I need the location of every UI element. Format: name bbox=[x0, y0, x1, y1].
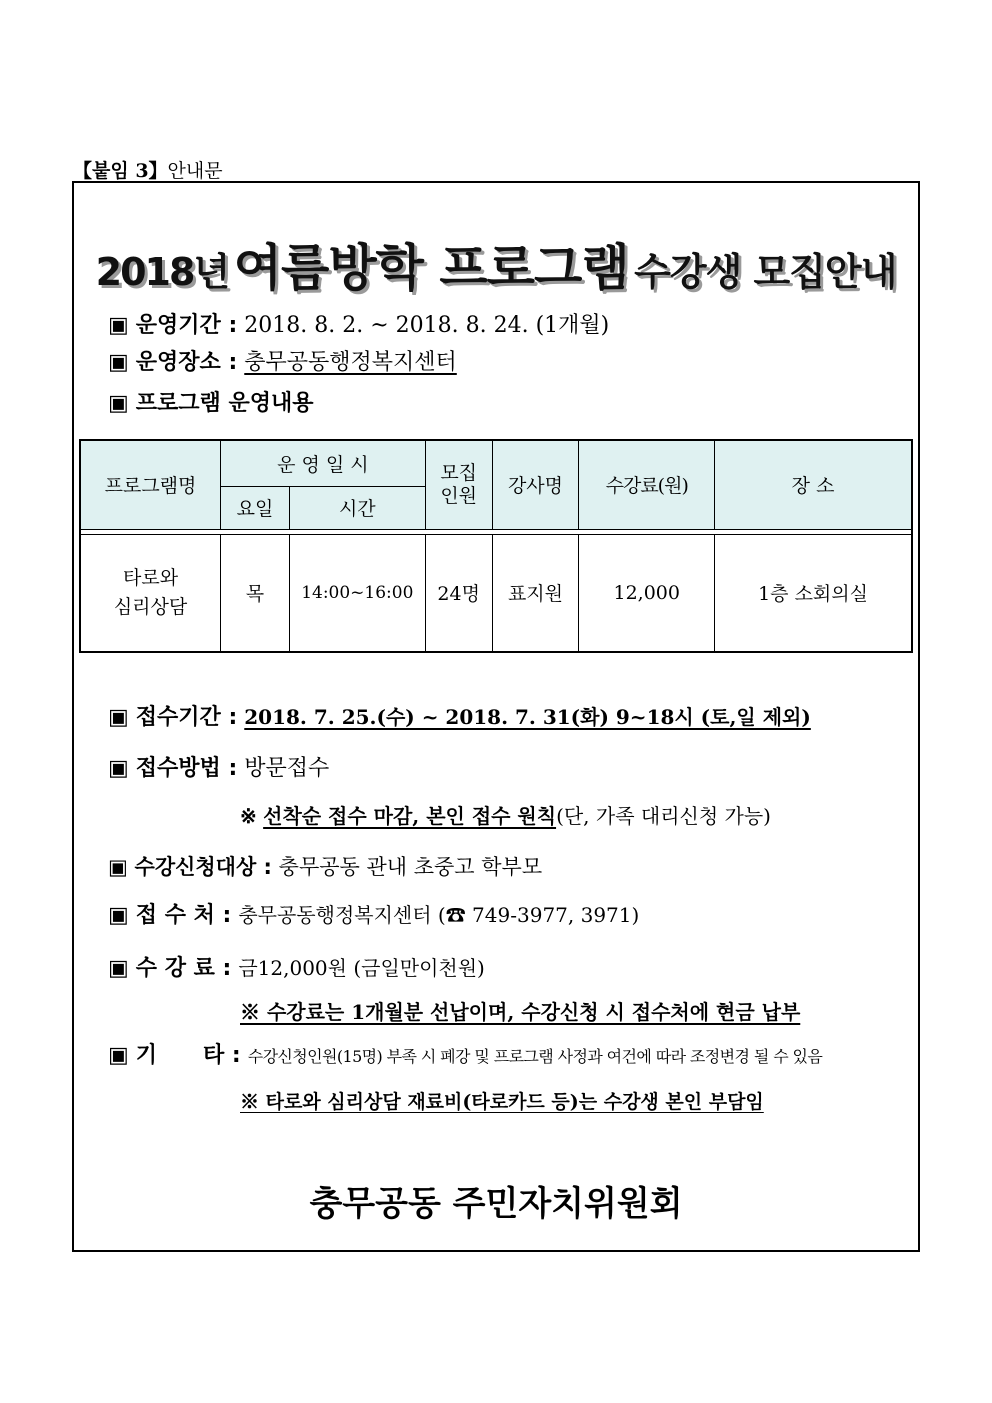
reception-method-value: 방문접수 bbox=[244, 756, 330, 781]
cell-instructor: 표지원 bbox=[492, 534, 579, 652]
venue-label: 운영장소 : bbox=[135, 350, 238, 375]
reception-place-row bbox=[108, 905, 639, 927]
attachment-text: 안내문 bbox=[167, 160, 223, 182]
header-capacity: 모집 인원 bbox=[425, 440, 492, 529]
header-schedule: 운 영 일 시 bbox=[221, 440, 426, 486]
bullet-icon: ▣ bbox=[108, 391, 129, 416]
reception-note bbox=[240, 806, 771, 826]
footer-organization: 충무공동 주민자치위원회 bbox=[309, 1184, 683, 1224]
bullet-icon: ▣ bbox=[108, 855, 128, 879]
reception-period-value: 2018. 7. 25.(수) ~ 2018. 7. 31(화) 9~18시 (토,일 제외) bbox=[244, 705, 811, 729]
etc-label: 기 타 : bbox=[135, 1043, 241, 1068]
fee-value: 금12,000원 (금일만이천원) bbox=[238, 956, 485, 980]
cell-capacity: 24명 bbox=[425, 534, 492, 652]
header-program: 프로그램명 bbox=[80, 440, 221, 529]
cell-place: 1층 소회의실 bbox=[715, 534, 912, 652]
venue-value: 충무공동행정복지센터 bbox=[244, 350, 457, 375]
page-title bbox=[0, 228, 992, 300]
reception-note-bold: 선착순 접수 마감, 본인 접수 원칙 bbox=[263, 804, 557, 828]
reception-place-label: 접 수 처 : bbox=[135, 903, 232, 928]
program-heading: 프로그램 운영내용 bbox=[135, 391, 314, 416]
header-time: 시간 bbox=[289, 486, 425, 529]
program-heading-row bbox=[108, 393, 313, 415]
period-label: 운영기간 : bbox=[135, 313, 238, 338]
bullet-icon: ▣ bbox=[108, 350, 129, 375]
fee-row bbox=[108, 958, 485, 980]
reception-method-label: 접수방법 : bbox=[135, 756, 238, 781]
bullet-icon: ▣ bbox=[108, 903, 129, 928]
bullet-icon: ▣ bbox=[108, 313, 129, 338]
title-sub: 수강생 모집안내 bbox=[634, 250, 897, 294]
period-value: 2018. 8. 2. ~ 2018. 8. 24. (1개월) bbox=[244, 313, 610, 338]
header-instructor: 강사명 bbox=[492, 440, 579, 529]
etc-row bbox=[108, 1045, 822, 1067]
target-label: 수강신청대상 : bbox=[134, 855, 272, 879]
title-main: 여름방학 프로그램 bbox=[233, 239, 629, 297]
reception-period-label: 접수기간 : bbox=[135, 705, 238, 730]
note-mark: ※ bbox=[240, 804, 257, 828]
bullet-icon: ▣ bbox=[108, 705, 129, 730]
reception-method-row bbox=[108, 758, 329, 780]
program-table bbox=[79, 439, 913, 653]
venue-row bbox=[108, 352, 457, 374]
fee-label: 수 강 료 : bbox=[135, 956, 232, 981]
fee-note bbox=[240, 1002, 800, 1022]
fee-note-text: ※ 수강료는 1개월분 선납이며, 수강신청 시 접수처에 현금 납부 bbox=[240, 1000, 801, 1024]
cell-day: 목 bbox=[221, 534, 290, 652]
bullet-icon: ▣ bbox=[108, 956, 129, 981]
header-fee: 수강료(원) bbox=[579, 440, 715, 529]
etc-note bbox=[240, 1093, 764, 1112]
header-day: 요일 bbox=[221, 486, 290, 529]
cell-fee: 12,000 bbox=[579, 534, 715, 652]
cell-program: 타로와 심리상담 bbox=[80, 534, 221, 652]
attachment-label bbox=[73, 156, 223, 183]
etc-note-text: ※ 타로와 심리상담 재료비(타로카드 등)는 수강생 본인 부담임 bbox=[240, 1091, 764, 1113]
bullet-icon: ▣ bbox=[108, 756, 129, 781]
bullet-icon: ▣ bbox=[108, 1043, 129, 1068]
header-place: 장 소 bbox=[715, 440, 912, 529]
target-value: 충무공동 관내 초중고 학부모 bbox=[278, 855, 543, 879]
reception-place-value: 충무공동행정복지센터 (☎ 749-3977, 3971) bbox=[238, 903, 640, 927]
attachment-tag: 【붙임 3】 bbox=[73, 160, 168, 182]
reception-period-row bbox=[108, 707, 811, 729]
reception-note-rest: (단, 가족 대리신청 가능) bbox=[556, 804, 771, 828]
title-year: 2018년 bbox=[95, 250, 229, 294]
cell-time: 14:00~16:00 bbox=[289, 534, 425, 652]
target-row bbox=[108, 857, 542, 878]
period-row bbox=[108, 315, 609, 337]
table-row bbox=[80, 534, 912, 652]
etc-value: 수강신청인원(15명) 부족 시 폐강 및 프로그램 사정과 여건에 따라 조정변경 될 수 있음 bbox=[247, 1047, 823, 1066]
